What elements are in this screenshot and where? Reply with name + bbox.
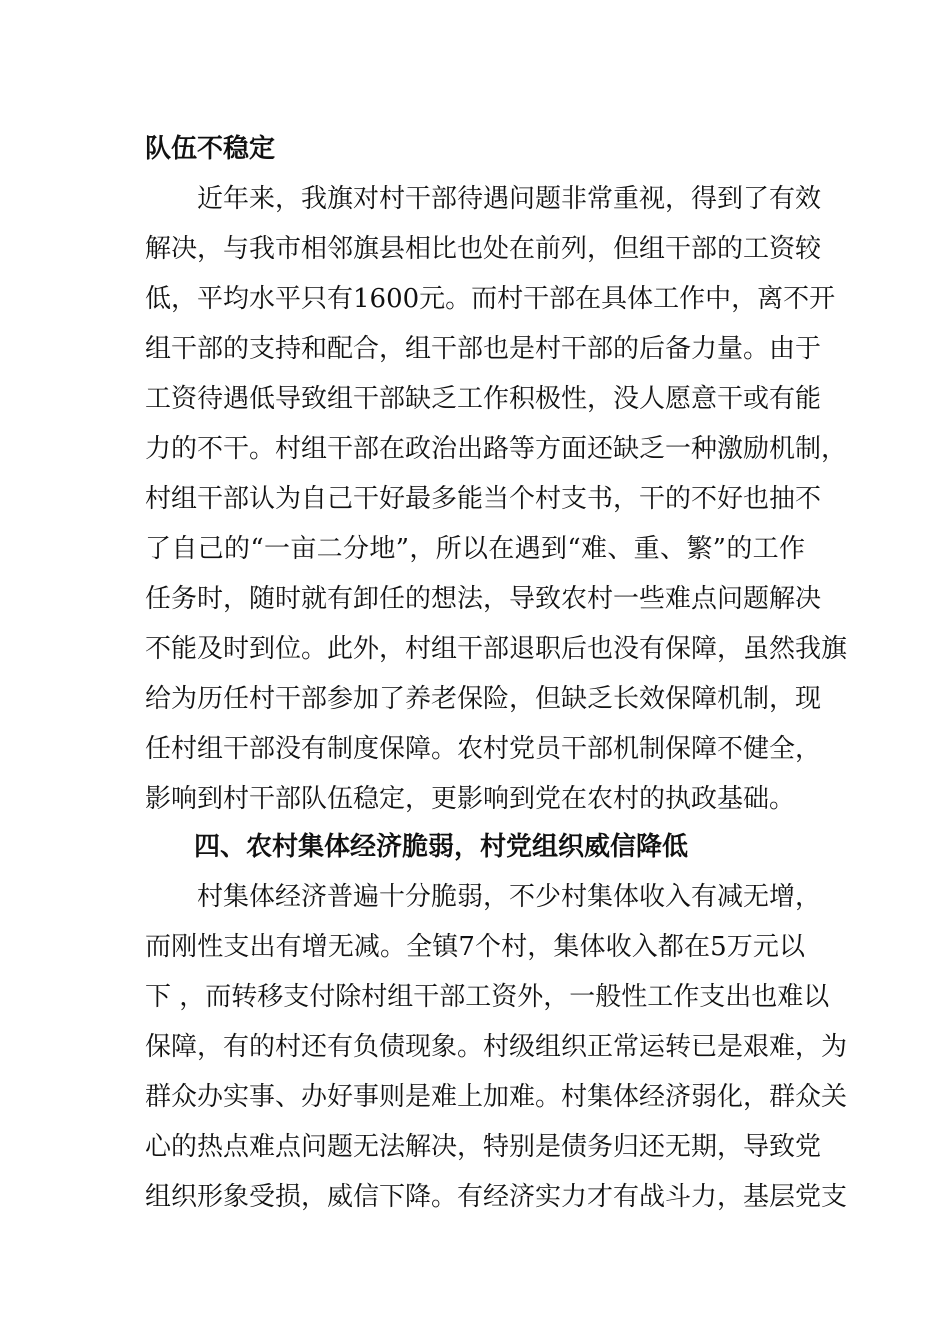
paragraph-1-line: 村组干部认为自己干好最多能当个村支书，干的不好也抽不 — [145, 484, 822, 514]
section-4-heading: 四、农村集体经济脆弱，村党组织威信降低 — [194, 832, 689, 862]
paragraph-1-line: 低，平均水平只有1600元。而村干部在具体工作中，离不开 — [145, 284, 836, 314]
paragraph-1-line: 给为历任村干部参加了养老保险，但缺乏长效保障机制，现 — [145, 684, 822, 714]
paragraph-2-line: 心的热点难点问题无法解决，特别是债务归还无期，导致党 — [145, 1132, 822, 1162]
paragraph-2-line: 而刚性支出有增无减。全镇7个村，集体收入都在5万元以 — [145, 932, 805, 962]
paragraph-2-line: 组织形象受损，威信下降。有经济实力才有战斗力，基层党支 — [145, 1182, 848, 1212]
paragraph-1-line: 工资待遇低导致组干部缺乏工作积极性，没人愿意干或有能 — [145, 384, 822, 414]
paragraph-1-line: 影响到村干部队伍稳定，更影响到党在农村的执政基础。 — [145, 784, 796, 814]
paragraph-1-line: 任村组干部没有制度保障。农村党员干部机制保障不健全， — [145, 734, 822, 764]
paragraph-2-line: 群众办实事、办好事则是难上加难。村集体经济弱化，群众关 — [145, 1082, 848, 1112]
paragraph-2-line: 保障，有的村还有负债现象。村级组织正常运转已是艰难，为 — [145, 1032, 848, 1062]
paragraph-2-line: 村集体经济普遍十分脆弱，不少村集体收入有减无增， — [197, 882, 822, 912]
paragraph-1-line: 不能及时到位。此外，村组干部退职后也没有保障，虽然我旗 — [145, 634, 848, 664]
paragraph-2-line: 下 ，而转移支付除村组干部工资外，一般性工作支出也难以 — [145, 982, 830, 1012]
paragraph-1-line: 了自己的“一亩二分地”，所以在遇到“难、重、繁”的工作 — [145, 534, 805, 564]
paragraph-1-line: 力的不干。村组干部在政治出路等方面还缺乏一种激励机制， — [145, 434, 848, 464]
paragraph-1-line: 任务时，随时就有卸任的想法，导致农村一些难点问题解决 — [145, 584, 822, 614]
section-end-heading: 队伍不稳定 — [145, 134, 276, 164]
paragraph-1-line: 组干部的支持和配合，组干部也是村干部的后备力量。由于 — [145, 334, 822, 364]
paragraph-1-line: 解决，与我市相邻旗县相比也处在前列，但组干部的工资较 — [145, 234, 822, 264]
paragraph-1-line: 近年来，我旗对村干部待遇问题非常重视，得到了有效 — [197, 184, 822, 214]
